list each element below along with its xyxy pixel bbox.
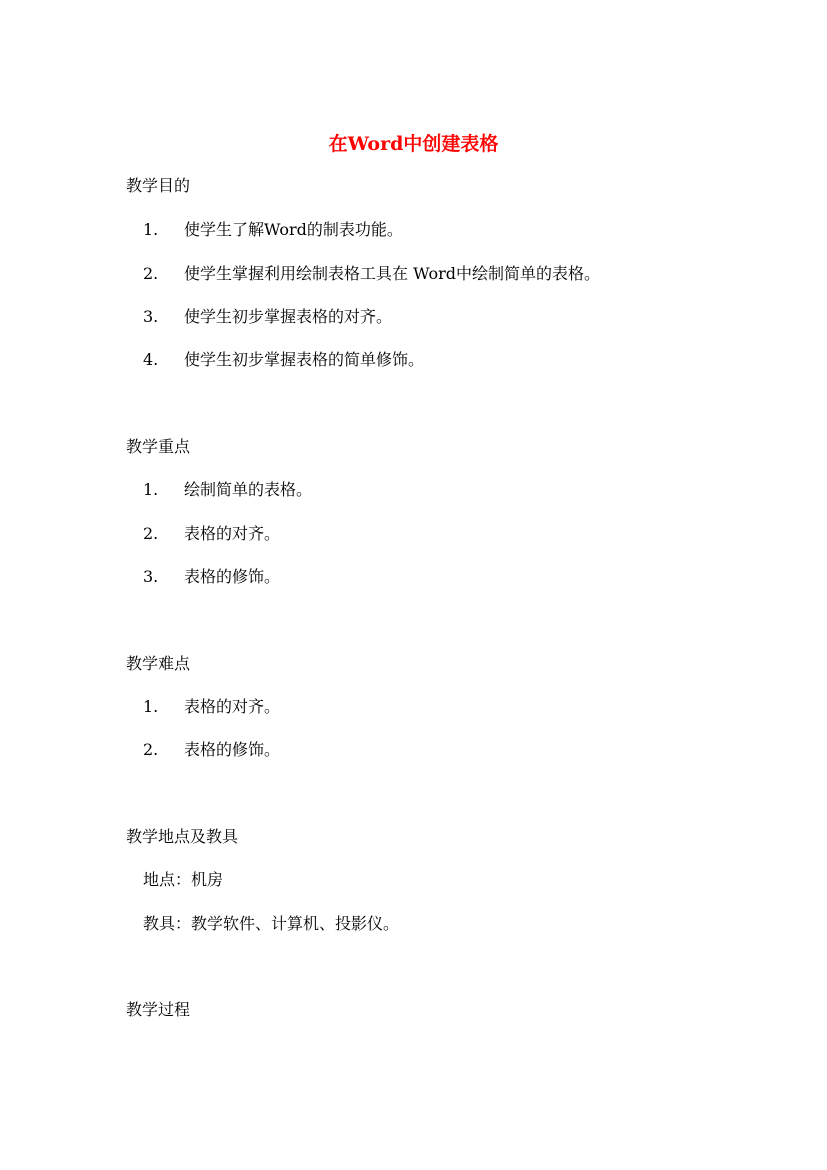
list-item-number: 2. [143, 264, 159, 283]
document-title: 在Word中创建表格 [328, 133, 499, 155]
list-item-text: 使学生了解Word的制表功能。 [184, 220, 403, 239]
list-item-text: 表格的对齐。 [184, 524, 281, 543]
section-heading-difficulties: 教学难点 [126, 654, 191, 673]
list-item-number: 2. [143, 524, 159, 543]
list-item-text: 使学生初步掌握表格的对齐。 [184, 307, 393, 326]
list-item-number: 3. [143, 307, 159, 326]
list-item-number: 1. [143, 697, 159, 716]
section-heading-process: 教学过程 [126, 1000, 191, 1019]
section-heading-objectives: 教学目的 [126, 176, 191, 195]
list-item-text: 表格的修饰。 [184, 740, 281, 759]
list-item-text: 绘制简单的表格。 [184, 480, 313, 499]
list-item-text: 表格的对齐。 [184, 697, 281, 716]
section-heading-key-points: 教学重点 [126, 437, 191, 456]
list-item-number: 1. [143, 220, 159, 239]
list-item-text: 使学生掌握利用绘制表格工具在 Word中绘制简单的表格。 [184, 264, 600, 283]
list-item-text: 使学生初步掌握表格的简单修饰。 [184, 350, 425, 369]
venue-location-line: 地点：机房 [143, 870, 224, 889]
section-heading-venue: 教学地点及教具 [126, 827, 239, 846]
list-item-number: 3. [143, 567, 159, 586]
venue-equipment-line: 教具：教学软件、计算机、投影仪。 [143, 914, 400, 933]
list-item-number: 4. [143, 350, 159, 369]
list-item-number: 1. [143, 480, 159, 499]
list-item-text: 表格的修饰。 [184, 567, 281, 586]
list-item-number: 2. [143, 740, 159, 759]
